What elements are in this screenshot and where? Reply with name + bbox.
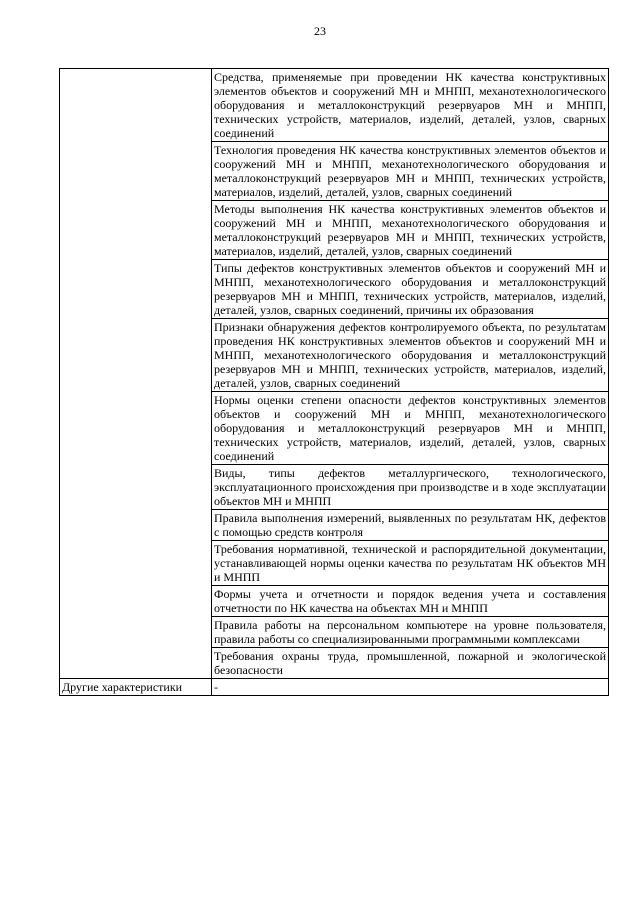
- requirement-cell: Правила выполнения измерений, выявленных по результатам НК, дефектов с помощью средств контроля: [212, 510, 609, 541]
- requirement-cell: Требования нормативной, технической и распорядительной документации, устанавливающей нормы оценки качества по результатам НК объектов МН и МНПП: [212, 541, 609, 586]
- requirement-cell: Типы дефектов конструктивных элементов объектов и сооружений МН и МНПП, механотехнологического оборудования и металлоконструкций резервуаров МН и МНПП, технических устройств, материалов, изделий, деталей, узлов, сварных соединений, причины их образования: [212, 260, 609, 319]
- table-row: [60, 69, 609, 142]
- requirements-table: [59, 68, 609, 696]
- requirement-cell: Средства, применяемые при проведении НК качества конструктивных элементов объектов и сооружений МН и МНПП, механотехнологического оборудования и металлоконструкций резервуаров МН и МНПП, технических устройств, материалов, изделий, деталей, узлов, сварных соединений: [212, 69, 609, 142]
- other-characteristics-row: [60, 679, 609, 696]
- other-characteristics-value: -: [212, 679, 609, 696]
- requirement-cell: Нормы оценки степени опасности дефектов конструктивных элементов объектов и сооружений МН и МНПП, механотехнологического оборудования и металлоконструкций резервуаров МН и МНПП, технических устройств, материалов, изделий, деталей, узлов, сварных соединений: [212, 392, 609, 465]
- requirement-cell: Виды, типы дефектов металлургического, технологического, эксплуатационного происхождения при производстве и в ходе эксплуатации объектов МН и МНПП: [212, 465, 609, 510]
- requirement-cell: Правила работы на персональном компьютере на уровне пользователя, правила работы со специализированными программными комплексами: [212, 617, 609, 648]
- requirement-cell: Методы выполнения НК качества конструктивных элементов объектов и сооружений МН и МНПП, механотехнологического оборудования и металлоконструкций резервуаров МН и МНПП, технических устройств, материалов, изделий, деталей, узлов, сварных соединений: [212, 201, 609, 260]
- other-characteristics-label: Другие характеристики: [60, 679, 212, 696]
- empty-label-cell: [60, 69, 212, 679]
- page-number: 23: [314, 24, 326, 38]
- requirement-cell: Требования охраны труда, промышленной, пожарной и экологической безопасности: [212, 648, 609, 679]
- requirement-cell: Технология проведения НК качества конструктивных элементов объектов и сооружений МН и МНПП, механотехнологического оборудования и металлоконструкций резервуаров МН и МНПП, технических устройств, материалов, изделий, деталей, узлов, сварных соединений: [212, 142, 609, 201]
- requirement-cell: Признаки обнаружения дефектов контролируемого объекта, по результатам проведения НК конструктивных элементов объектов и сооружений МН и МНПП, механотехнологического оборудования и металлоконструкций резервуаров МН и МНПП, технических устройств, материалов, изделий, деталей, узлов, сварных соединений: [212, 319, 609, 392]
- requirement-cell: Формы учета и отчетности и порядок ведения учета и составления отчетности по НК качества на объектах МН и МНПП: [212, 586, 609, 617]
